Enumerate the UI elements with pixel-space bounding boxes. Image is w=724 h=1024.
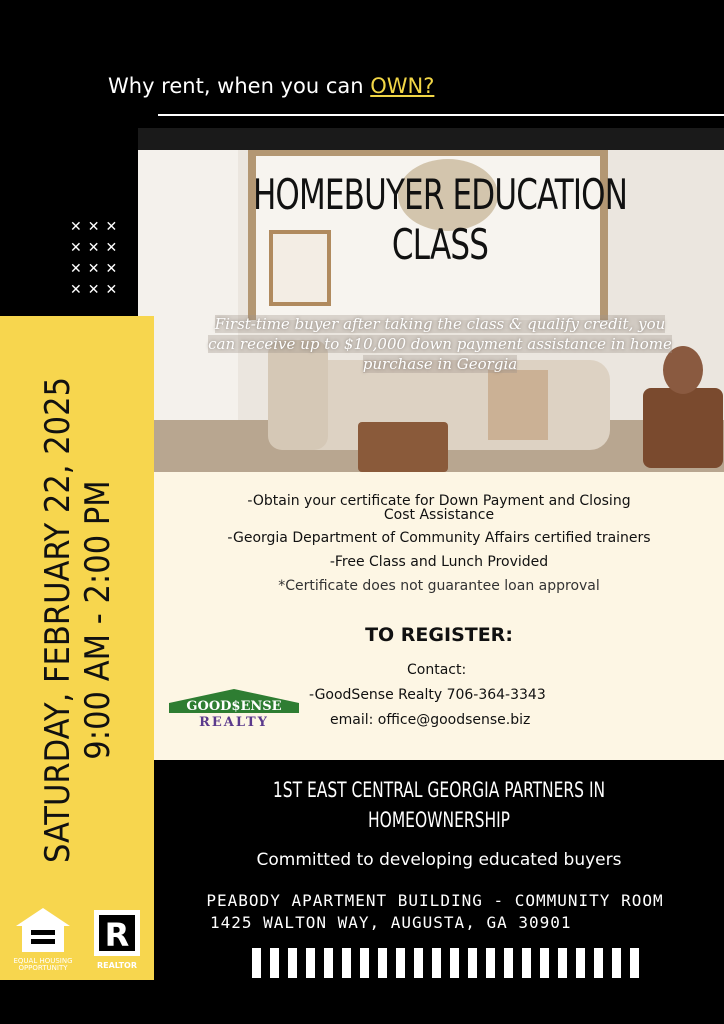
disclaimer: *Certificate does not guarantee loan approval xyxy=(278,578,600,594)
benefit-1-line-2: Cost Assistance xyxy=(383,507,495,523)
organization-name xyxy=(205,775,672,835)
org-line-1: 1ST EAST CENTRAL GEORGIA PARTNERS IN xyxy=(272,778,606,802)
benefit-1-line-1: -Obtain your certificate for Down Payment and Closing xyxy=(247,493,631,509)
benefit-3: -Free Class and Lunch Provided xyxy=(329,554,549,570)
title-line-1: HOMEBUYER EDUCATION xyxy=(252,170,628,219)
subtitle-line-1: First-time buyer after taking the class & qualify credit, you xyxy=(214,315,666,333)
contact-email: email: office@goodsense.biz xyxy=(330,712,531,728)
goodsense-logo xyxy=(165,687,303,729)
venue-line-2: 1425 WALTON WAY, AUGUSTA, GA 30901 xyxy=(210,913,572,932)
eho-caption-2: OPPORTUNITY xyxy=(18,964,68,972)
top-rule-1 xyxy=(158,114,724,116)
page-title xyxy=(210,170,669,270)
benefit-2: -Georgia Department of Community Affairs certified trainers xyxy=(227,530,651,546)
company-phone: -GoodSense Realty 706-364-3343 xyxy=(309,687,546,703)
event-date xyxy=(28,375,128,865)
date-line-1: SATURDAY, FEBRUARY 22, 2025 xyxy=(38,376,78,864)
realtor-r-icon xyxy=(88,908,146,969)
svg-text:R: R xyxy=(104,916,130,954)
subtitle-line-2: can receive up to $10,000 down payment assistance in home xyxy=(208,335,672,353)
equal-housing-icon xyxy=(12,906,74,972)
subtitle-line-3: purchase in Georgia xyxy=(362,355,518,373)
venue-line-1: PEABODY APARTMENT BUILDING - COMMUNITY ROOM xyxy=(206,891,664,910)
org-line-2: HOMEOWNERSHIP xyxy=(367,808,511,832)
tagline-prefix: Why rent, when you can xyxy=(108,74,371,98)
register-heading: TO REGISTER: xyxy=(365,624,513,646)
venue-address xyxy=(170,890,700,934)
eho-caption-1: EQUAL HOUSING xyxy=(13,957,73,965)
logo-top-text: GOOD$ENSE xyxy=(186,699,282,714)
stripe-decoration xyxy=(252,948,652,978)
x-pattern-icon: ✕✕✕ ✕✕✕ ✕✕✕ ✕✕✕ xyxy=(70,219,124,298)
title-line-2: CLASS xyxy=(391,220,489,269)
logo-bottom-text: REALTY xyxy=(199,715,269,729)
photo-top-band xyxy=(138,128,724,150)
contact-label: Contact: xyxy=(407,662,467,678)
committed-text: Committed to developing educated buyers xyxy=(256,850,622,870)
realtor-caption: REALTOR xyxy=(96,961,137,970)
tagline xyxy=(108,74,528,98)
hero-subtitle xyxy=(190,314,690,374)
tagline-highlight: OWN? xyxy=(370,74,435,98)
date-line-2: 9:00 AM - 2:00 PM xyxy=(78,480,118,760)
